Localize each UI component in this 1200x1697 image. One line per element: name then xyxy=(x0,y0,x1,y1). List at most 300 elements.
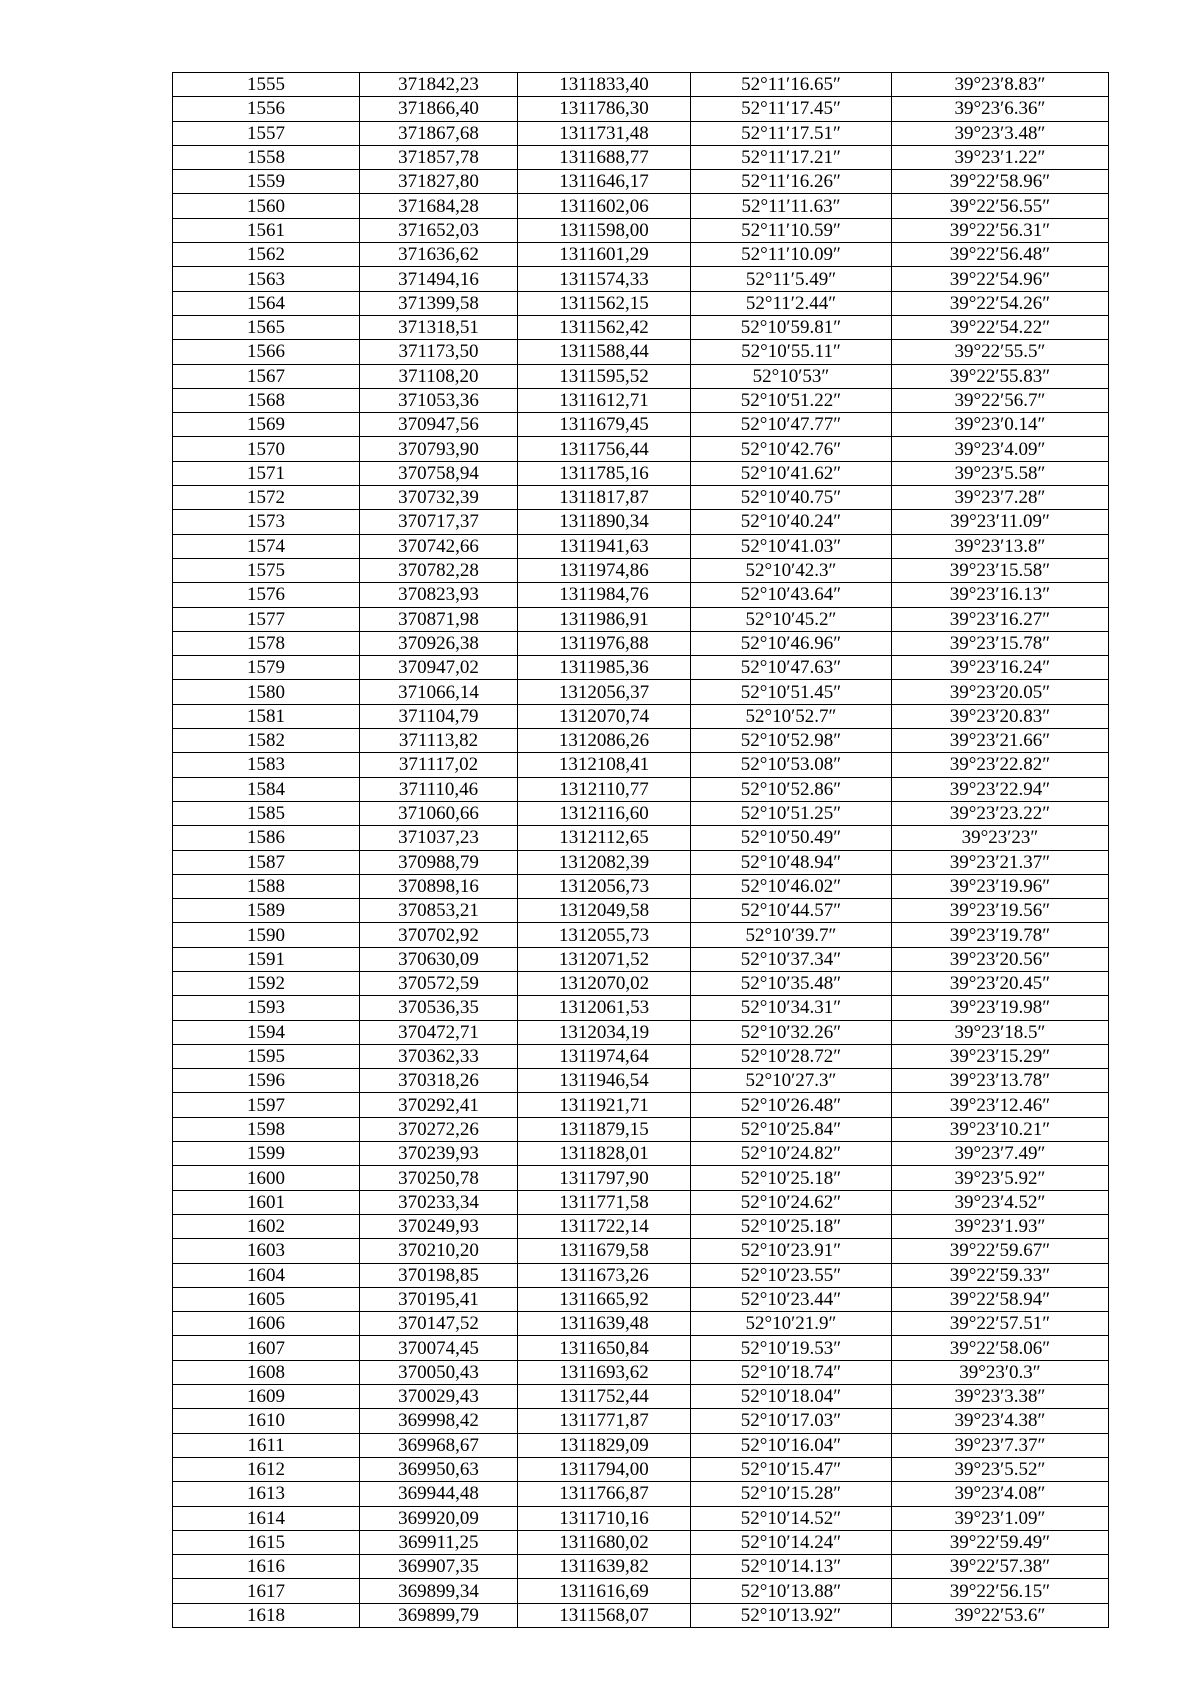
point-number-cell: 1555 xyxy=(173,73,360,97)
point-number-cell: 1613 xyxy=(173,1482,360,1506)
y-coordinate-cell: 1312110,77 xyxy=(518,777,691,801)
y-coordinate-cell: 1311974,64 xyxy=(518,1044,691,1068)
point-number-cell: 1614 xyxy=(173,1506,360,1530)
x-coordinate-cell: 370536,35 xyxy=(360,996,518,1020)
latitude-cell: 52°10′46.02″ xyxy=(691,874,892,898)
point-number-cell: 1610 xyxy=(173,1409,360,1433)
x-coordinate-cell: 370871,98 xyxy=(360,607,518,631)
latitude-cell: 52°10′40.75″ xyxy=(691,486,892,510)
table-row xyxy=(173,1020,1109,1044)
longitude-cell: 39°23′1.22″ xyxy=(892,145,1109,169)
point-number-cell: 1608 xyxy=(173,1360,360,1384)
x-coordinate-cell: 369899,34 xyxy=(360,1579,518,1603)
longitude-cell: 39°23′23.22″ xyxy=(892,801,1109,825)
x-coordinate-cell: 371173,50 xyxy=(360,340,518,364)
y-coordinate-cell: 1311985,36 xyxy=(518,656,691,680)
latitude-cell: 52°11′2.44″ xyxy=(691,291,892,315)
y-coordinate-cell: 1312112,65 xyxy=(518,826,691,850)
table-row xyxy=(173,1214,1109,1238)
table-row xyxy=(173,583,1109,607)
x-coordinate-cell: 370732,39 xyxy=(360,486,518,510)
point-number-cell: 1572 xyxy=(173,486,360,510)
x-coordinate-cell: 369911,25 xyxy=(360,1530,518,1554)
table-row xyxy=(173,704,1109,728)
point-number-cell: 1557 xyxy=(173,121,360,145)
latitude-cell: 52°11′17.45″ xyxy=(691,97,892,121)
latitude-cell: 52°10′28.72″ xyxy=(691,1044,892,1068)
table-row xyxy=(173,801,1109,825)
latitude-cell: 52°10′27.3″ xyxy=(691,1069,892,1093)
x-coordinate-cell: 371866,40 xyxy=(360,97,518,121)
table-row xyxy=(173,1555,1109,1579)
longitude-cell: 39°23′10.21″ xyxy=(892,1117,1109,1141)
y-coordinate-cell: 1311786,30 xyxy=(518,97,691,121)
x-coordinate-cell: 371104,79 xyxy=(360,704,518,728)
x-coordinate-cell: 370758,94 xyxy=(360,461,518,485)
y-coordinate-cell: 1311794,00 xyxy=(518,1457,691,1481)
longitude-cell: 39°23′6.36″ xyxy=(892,97,1109,121)
point-number-cell: 1560 xyxy=(173,194,360,218)
longitude-cell: 39°22′58.06″ xyxy=(892,1336,1109,1360)
table-row xyxy=(173,1263,1109,1287)
longitude-cell: 39°23′11.09″ xyxy=(892,510,1109,534)
table-row xyxy=(173,1433,1109,1457)
y-coordinate-cell: 1311562,42 xyxy=(518,315,691,339)
table-row xyxy=(173,1142,1109,1166)
point-number-cell: 1586 xyxy=(173,826,360,850)
longitude-cell: 39°23′16.13″ xyxy=(892,583,1109,607)
latitude-cell: 52°10′51.22″ xyxy=(691,388,892,412)
x-coordinate-cell: 370947,56 xyxy=(360,413,518,437)
latitude-cell: 52°10′55.11″ xyxy=(691,340,892,364)
point-number-cell: 1611 xyxy=(173,1433,360,1457)
latitude-cell: 52°10′14.52″ xyxy=(691,1506,892,1530)
point-number-cell: 1558 xyxy=(173,145,360,169)
point-number-cell: 1568 xyxy=(173,388,360,412)
latitude-cell: 52°10′25.84″ xyxy=(691,1117,892,1141)
longitude-cell: 39°22′57.51″ xyxy=(892,1312,1109,1336)
x-coordinate-cell: 370630,09 xyxy=(360,947,518,971)
x-coordinate-cell: 370050,43 xyxy=(360,1360,518,1384)
point-number-cell: 1588 xyxy=(173,874,360,898)
longitude-cell: 39°23′21.37″ xyxy=(892,850,1109,874)
table-row xyxy=(173,73,1109,97)
point-number-cell: 1566 xyxy=(173,340,360,364)
latitude-cell: 52°10′18.04″ xyxy=(691,1385,892,1409)
point-number-cell: 1584 xyxy=(173,777,360,801)
table-row xyxy=(173,1336,1109,1360)
latitude-cell: 52°10′17.03″ xyxy=(691,1409,892,1433)
y-coordinate-cell: 1311680,02 xyxy=(518,1530,691,1554)
longitude-cell: 39°23′13.8″ xyxy=(892,534,1109,558)
latitude-cell: 52°10′47.77″ xyxy=(691,413,892,437)
longitude-cell: 39°23′3.38″ xyxy=(892,1385,1109,1409)
point-number-cell: 1598 xyxy=(173,1117,360,1141)
y-coordinate-cell: 1311833,40 xyxy=(518,73,691,97)
table-row xyxy=(173,1287,1109,1311)
latitude-cell: 52°10′23.91″ xyxy=(691,1239,892,1263)
point-number-cell: 1580 xyxy=(173,680,360,704)
longitude-cell: 39°23′5.58″ xyxy=(892,461,1109,485)
latitude-cell: 52°10′51.25″ xyxy=(691,801,892,825)
table-row xyxy=(173,899,1109,923)
latitude-cell: 52°10′35.48″ xyxy=(691,971,892,995)
y-coordinate-cell: 1311771,87 xyxy=(518,1409,691,1433)
x-coordinate-cell: 369968,67 xyxy=(360,1433,518,1457)
x-coordinate-cell: 370898,16 xyxy=(360,874,518,898)
longitude-cell: 39°22′56.31″ xyxy=(892,218,1109,242)
table-row xyxy=(173,753,1109,777)
point-number-cell: 1577 xyxy=(173,607,360,631)
point-number-cell: 1562 xyxy=(173,243,360,267)
latitude-cell: 52°10′25.18″ xyxy=(691,1166,892,1190)
longitude-cell: 39°22′59.33″ xyxy=(892,1263,1109,1287)
x-coordinate-cell: 370988,79 xyxy=(360,850,518,874)
y-coordinate-cell: 1312056,73 xyxy=(518,874,691,898)
latitude-cell: 52°10′23.55″ xyxy=(691,1263,892,1287)
point-number-cell: 1609 xyxy=(173,1385,360,1409)
x-coordinate-cell: 370742,66 xyxy=(360,534,518,558)
point-number-cell: 1616 xyxy=(173,1555,360,1579)
latitude-cell: 52°10′39.7″ xyxy=(691,923,892,947)
table-row xyxy=(173,947,1109,971)
longitude-cell: 39°23′15.29″ xyxy=(892,1044,1109,1068)
point-number-cell: 1591 xyxy=(173,947,360,971)
longitude-cell: 39°23′20.45″ xyxy=(892,971,1109,995)
x-coordinate-cell: 370292,41 xyxy=(360,1093,518,1117)
point-number-cell: 1576 xyxy=(173,583,360,607)
table-row xyxy=(173,1190,1109,1214)
x-coordinate-cell: 370318,26 xyxy=(360,1069,518,1093)
longitude-cell: 39°23′7.49″ xyxy=(892,1142,1109,1166)
y-coordinate-cell: 1311679,45 xyxy=(518,413,691,437)
point-number-cell: 1579 xyxy=(173,656,360,680)
x-coordinate-cell: 370195,41 xyxy=(360,1287,518,1311)
point-number-cell: 1556 xyxy=(173,97,360,121)
y-coordinate-cell: 1311828,01 xyxy=(518,1142,691,1166)
latitude-cell: 52°10′46.96″ xyxy=(691,631,892,655)
longitude-cell: 39°22′56.15″ xyxy=(892,1579,1109,1603)
latitude-cell: 52°10′13.92″ xyxy=(691,1603,892,1627)
point-number-cell: 1595 xyxy=(173,1044,360,1068)
longitude-cell: 39°23′1.93″ xyxy=(892,1214,1109,1238)
longitude-cell: 39°23′13.78″ xyxy=(892,1069,1109,1093)
longitude-cell: 39°22′54.26″ xyxy=(892,291,1109,315)
longitude-cell: 39°23′4.52″ xyxy=(892,1190,1109,1214)
x-coordinate-cell: 371399,58 xyxy=(360,291,518,315)
latitude-cell: 52°10′53″ xyxy=(691,364,892,388)
longitude-cell: 39°22′54.96″ xyxy=(892,267,1109,291)
coordinates-table-body xyxy=(173,73,1109,1628)
latitude-cell: 52°10′32.26″ xyxy=(691,1020,892,1044)
table-row xyxy=(173,534,1109,558)
table-row xyxy=(173,243,1109,267)
point-number-cell: 1597 xyxy=(173,1093,360,1117)
longitude-cell: 39°23′15.58″ xyxy=(892,558,1109,582)
latitude-cell: 52°11′10.09″ xyxy=(691,243,892,267)
x-coordinate-cell: 371053,36 xyxy=(360,388,518,412)
latitude-cell: 52°10′19.53″ xyxy=(691,1336,892,1360)
point-number-cell: 1603 xyxy=(173,1239,360,1263)
longitude-cell: 39°23′22.82″ xyxy=(892,753,1109,777)
longitude-cell: 39°23′4.08″ xyxy=(892,1482,1109,1506)
y-coordinate-cell: 1311771,58 xyxy=(518,1190,691,1214)
table-row xyxy=(173,777,1109,801)
point-number-cell: 1585 xyxy=(173,801,360,825)
latitude-cell: 52°10′53.08″ xyxy=(691,753,892,777)
y-coordinate-cell: 1311731,48 xyxy=(518,121,691,145)
point-number-cell: 1570 xyxy=(173,437,360,461)
table-row xyxy=(173,364,1109,388)
latitude-cell: 52°10′24.62″ xyxy=(691,1190,892,1214)
point-number-cell: 1592 xyxy=(173,971,360,995)
point-number-cell: 1564 xyxy=(173,291,360,315)
y-coordinate-cell: 1312056,37 xyxy=(518,680,691,704)
table-row xyxy=(173,1044,1109,1068)
latitude-cell: 52°10′14.13″ xyxy=(691,1555,892,1579)
y-coordinate-cell: 1311879,15 xyxy=(518,1117,691,1141)
latitude-cell: 52°10′41.62″ xyxy=(691,461,892,485)
x-coordinate-cell: 371857,78 xyxy=(360,145,518,169)
table-row xyxy=(173,1530,1109,1554)
x-coordinate-cell: 370272,26 xyxy=(360,1117,518,1141)
longitude-cell: 39°23′5.92″ xyxy=(892,1166,1109,1190)
x-coordinate-cell: 370198,85 xyxy=(360,1263,518,1287)
latitude-cell: 52°10′47.63″ xyxy=(691,656,892,680)
longitude-cell: 39°23′19.56″ xyxy=(892,899,1109,923)
table-row xyxy=(173,1482,1109,1506)
y-coordinate-cell: 1312086,26 xyxy=(518,729,691,753)
table-row xyxy=(173,923,1109,947)
x-coordinate-cell: 369944,48 xyxy=(360,1482,518,1506)
y-coordinate-cell: 1311598,00 xyxy=(518,218,691,242)
y-coordinate-cell: 1311562,15 xyxy=(518,291,691,315)
point-number-cell: 1582 xyxy=(173,729,360,753)
y-coordinate-cell: 1311817,87 xyxy=(518,486,691,510)
latitude-cell: 52°10′48.94″ xyxy=(691,850,892,874)
y-coordinate-cell: 1311646,17 xyxy=(518,170,691,194)
table-row xyxy=(173,631,1109,655)
longitude-cell: 39°23′4.38″ xyxy=(892,1409,1109,1433)
y-coordinate-cell: 1311722,14 xyxy=(518,1214,691,1238)
longitude-cell: 39°23′22.94″ xyxy=(892,777,1109,801)
y-coordinate-cell: 1311752,44 xyxy=(518,1385,691,1409)
x-coordinate-cell: 370947,02 xyxy=(360,656,518,680)
table-row xyxy=(173,1385,1109,1409)
y-coordinate-cell: 1311612,71 xyxy=(518,388,691,412)
table-row xyxy=(173,267,1109,291)
latitude-cell: 52°10′18.74″ xyxy=(691,1360,892,1384)
longitude-cell: 39°23′7.28″ xyxy=(892,486,1109,510)
latitude-cell: 52°10′42.3″ xyxy=(691,558,892,582)
latitude-cell: 52°10′50.49″ xyxy=(691,826,892,850)
table-row xyxy=(173,97,1109,121)
y-coordinate-cell: 1311574,33 xyxy=(518,267,691,291)
latitude-cell: 52°10′40.24″ xyxy=(691,510,892,534)
y-coordinate-cell: 1311976,88 xyxy=(518,631,691,655)
x-coordinate-cell: 370702,92 xyxy=(360,923,518,947)
point-number-cell: 1599 xyxy=(173,1142,360,1166)
latitude-cell: 52°10′13.88″ xyxy=(691,1579,892,1603)
longitude-cell: 39°23′4.09″ xyxy=(892,437,1109,461)
table-row xyxy=(173,1506,1109,1530)
table-row xyxy=(173,1579,1109,1603)
y-coordinate-cell: 1311601,29 xyxy=(518,243,691,267)
y-coordinate-cell: 1312108,41 xyxy=(518,753,691,777)
table-row xyxy=(173,388,1109,412)
y-coordinate-cell: 1311766,87 xyxy=(518,1482,691,1506)
latitude-cell: 52°10′52.86″ xyxy=(691,777,892,801)
y-coordinate-cell: 1311829,09 xyxy=(518,1433,691,1457)
y-coordinate-cell: 1312082,39 xyxy=(518,850,691,874)
point-number-cell: 1612 xyxy=(173,1457,360,1481)
x-coordinate-cell: 370362,33 xyxy=(360,1044,518,1068)
longitude-cell: 39°23′3.48″ xyxy=(892,121,1109,145)
longitude-cell: 39°23′20.56″ xyxy=(892,947,1109,971)
point-number-cell: 1587 xyxy=(173,850,360,874)
point-number-cell: 1573 xyxy=(173,510,360,534)
x-coordinate-cell: 369950,63 xyxy=(360,1457,518,1481)
y-coordinate-cell: 1312116,60 xyxy=(518,801,691,825)
latitude-cell: 52°10′24.82″ xyxy=(691,1142,892,1166)
latitude-cell: 52°10′45.2″ xyxy=(691,607,892,631)
y-coordinate-cell: 1311946,54 xyxy=(518,1069,691,1093)
x-coordinate-cell: 370029,43 xyxy=(360,1385,518,1409)
y-coordinate-cell: 1311941,63 xyxy=(518,534,691,558)
x-coordinate-cell: 370249,93 xyxy=(360,1214,518,1238)
point-number-cell: 1594 xyxy=(173,1020,360,1044)
x-coordinate-cell: 371867,68 xyxy=(360,121,518,145)
latitude-cell: 52°10′15.47″ xyxy=(691,1457,892,1481)
longitude-cell: 39°23′20.05″ xyxy=(892,680,1109,704)
latitude-cell: 52°10′25.18″ xyxy=(691,1214,892,1238)
coordinates-table xyxy=(172,72,1109,1628)
table-row xyxy=(173,850,1109,874)
latitude-cell: 52°10′52.7″ xyxy=(691,704,892,728)
longitude-cell: 39°23′19.98″ xyxy=(892,996,1109,1020)
y-coordinate-cell: 1311616,69 xyxy=(518,1579,691,1603)
longitude-cell: 39°23′19.96″ xyxy=(892,874,1109,898)
x-coordinate-cell: 371108,20 xyxy=(360,364,518,388)
longitude-cell: 39°23′15.78″ xyxy=(892,631,1109,655)
table-row xyxy=(173,996,1109,1020)
table-row xyxy=(173,1239,1109,1263)
y-coordinate-cell: 1311688,77 xyxy=(518,145,691,169)
latitude-cell: 52°11′5.49″ xyxy=(691,267,892,291)
latitude-cell: 52°10′15.28″ xyxy=(691,1482,892,1506)
y-coordinate-cell: 1311921,71 xyxy=(518,1093,691,1117)
table-row xyxy=(173,1093,1109,1117)
y-coordinate-cell: 1312070,02 xyxy=(518,971,691,995)
y-coordinate-cell: 1311568,07 xyxy=(518,1603,691,1627)
point-number-cell: 1605 xyxy=(173,1287,360,1311)
x-coordinate-cell: 369899,79 xyxy=(360,1603,518,1627)
y-coordinate-cell: 1311595,52 xyxy=(518,364,691,388)
table-row xyxy=(173,874,1109,898)
y-coordinate-cell: 1311797,90 xyxy=(518,1166,691,1190)
table-row xyxy=(173,194,1109,218)
point-number-cell: 1617 xyxy=(173,1579,360,1603)
table-row xyxy=(173,1409,1109,1433)
longitude-cell: 39°22′56.48″ xyxy=(892,243,1109,267)
latitude-cell: 52°10′37.34″ xyxy=(691,947,892,971)
longitude-cell: 39°22′58.96″ xyxy=(892,170,1109,194)
latitude-cell: 52°11′11.63″ xyxy=(691,194,892,218)
longitude-cell: 39°22′56.7″ xyxy=(892,388,1109,412)
point-number-cell: 1583 xyxy=(173,753,360,777)
longitude-cell: 39°22′59.67″ xyxy=(892,1239,1109,1263)
y-coordinate-cell: 1312070,74 xyxy=(518,704,691,728)
x-coordinate-cell: 370233,34 xyxy=(360,1190,518,1214)
point-number-cell: 1600 xyxy=(173,1166,360,1190)
y-coordinate-cell: 1311693,62 xyxy=(518,1360,691,1384)
point-number-cell: 1565 xyxy=(173,315,360,339)
y-coordinate-cell: 1311639,82 xyxy=(518,1555,691,1579)
x-coordinate-cell: 371060,66 xyxy=(360,801,518,825)
longitude-cell: 39°23′0.3″ xyxy=(892,1360,1109,1384)
latitude-cell: 52°10′26.48″ xyxy=(691,1093,892,1117)
longitude-cell: 39°23′20.83″ xyxy=(892,704,1109,728)
x-coordinate-cell: 370853,21 xyxy=(360,899,518,923)
y-coordinate-cell: 1311588,44 xyxy=(518,340,691,364)
x-coordinate-cell: 370147,52 xyxy=(360,1312,518,1336)
latitude-cell: 52°11′17.21″ xyxy=(691,145,892,169)
y-coordinate-cell: 1311673,26 xyxy=(518,1263,691,1287)
y-coordinate-cell: 1312071,52 xyxy=(518,947,691,971)
latitude-cell: 52°10′42.76″ xyxy=(691,437,892,461)
table-row xyxy=(173,315,1109,339)
y-coordinate-cell: 1311710,16 xyxy=(518,1506,691,1530)
latitude-cell: 52°10′52.98″ xyxy=(691,729,892,753)
point-number-cell: 1596 xyxy=(173,1069,360,1093)
table-row xyxy=(173,437,1109,461)
x-coordinate-cell: 371117,02 xyxy=(360,753,518,777)
longitude-cell: 39°23′16.24″ xyxy=(892,656,1109,680)
y-coordinate-cell: 1312061,53 xyxy=(518,996,691,1020)
table-row xyxy=(173,1457,1109,1481)
y-coordinate-cell: 1311679,58 xyxy=(518,1239,691,1263)
latitude-cell: 52°11′16.65″ xyxy=(691,73,892,97)
x-coordinate-cell: 371827,80 xyxy=(360,170,518,194)
y-coordinate-cell: 1311665,92 xyxy=(518,1287,691,1311)
latitude-cell: 52°10′21.9″ xyxy=(691,1312,892,1336)
longitude-cell: 39°23′19.78″ xyxy=(892,923,1109,947)
longitude-cell: 39°23′1.09″ xyxy=(892,1506,1109,1530)
longitude-cell: 39°23′5.52″ xyxy=(892,1457,1109,1481)
table-row xyxy=(173,971,1109,995)
y-coordinate-cell: 1311986,91 xyxy=(518,607,691,631)
table-row xyxy=(173,680,1109,704)
latitude-cell: 52°11′10.59″ xyxy=(691,218,892,242)
longitude-cell: 39°23′0.14″ xyxy=(892,413,1109,437)
longitude-cell: 39°23′7.37″ xyxy=(892,1433,1109,1457)
longitude-cell: 39°23′12.46″ xyxy=(892,1093,1109,1117)
longitude-cell: 39°22′55.5″ xyxy=(892,340,1109,364)
point-number-cell: 1563 xyxy=(173,267,360,291)
y-coordinate-cell: 1311639,48 xyxy=(518,1312,691,1336)
point-number-cell: 1618 xyxy=(173,1603,360,1627)
x-coordinate-cell: 370793,90 xyxy=(360,437,518,461)
x-coordinate-cell: 370823,93 xyxy=(360,583,518,607)
table-row xyxy=(173,729,1109,753)
x-coordinate-cell: 371842,23 xyxy=(360,73,518,97)
table-row xyxy=(173,510,1109,534)
y-coordinate-cell: 1312049,58 xyxy=(518,899,691,923)
x-coordinate-cell: 370572,59 xyxy=(360,971,518,995)
longitude-cell: 39°23′8.83″ xyxy=(892,73,1109,97)
x-coordinate-cell: 371684,28 xyxy=(360,194,518,218)
latitude-cell: 52°10′59.81″ xyxy=(691,315,892,339)
